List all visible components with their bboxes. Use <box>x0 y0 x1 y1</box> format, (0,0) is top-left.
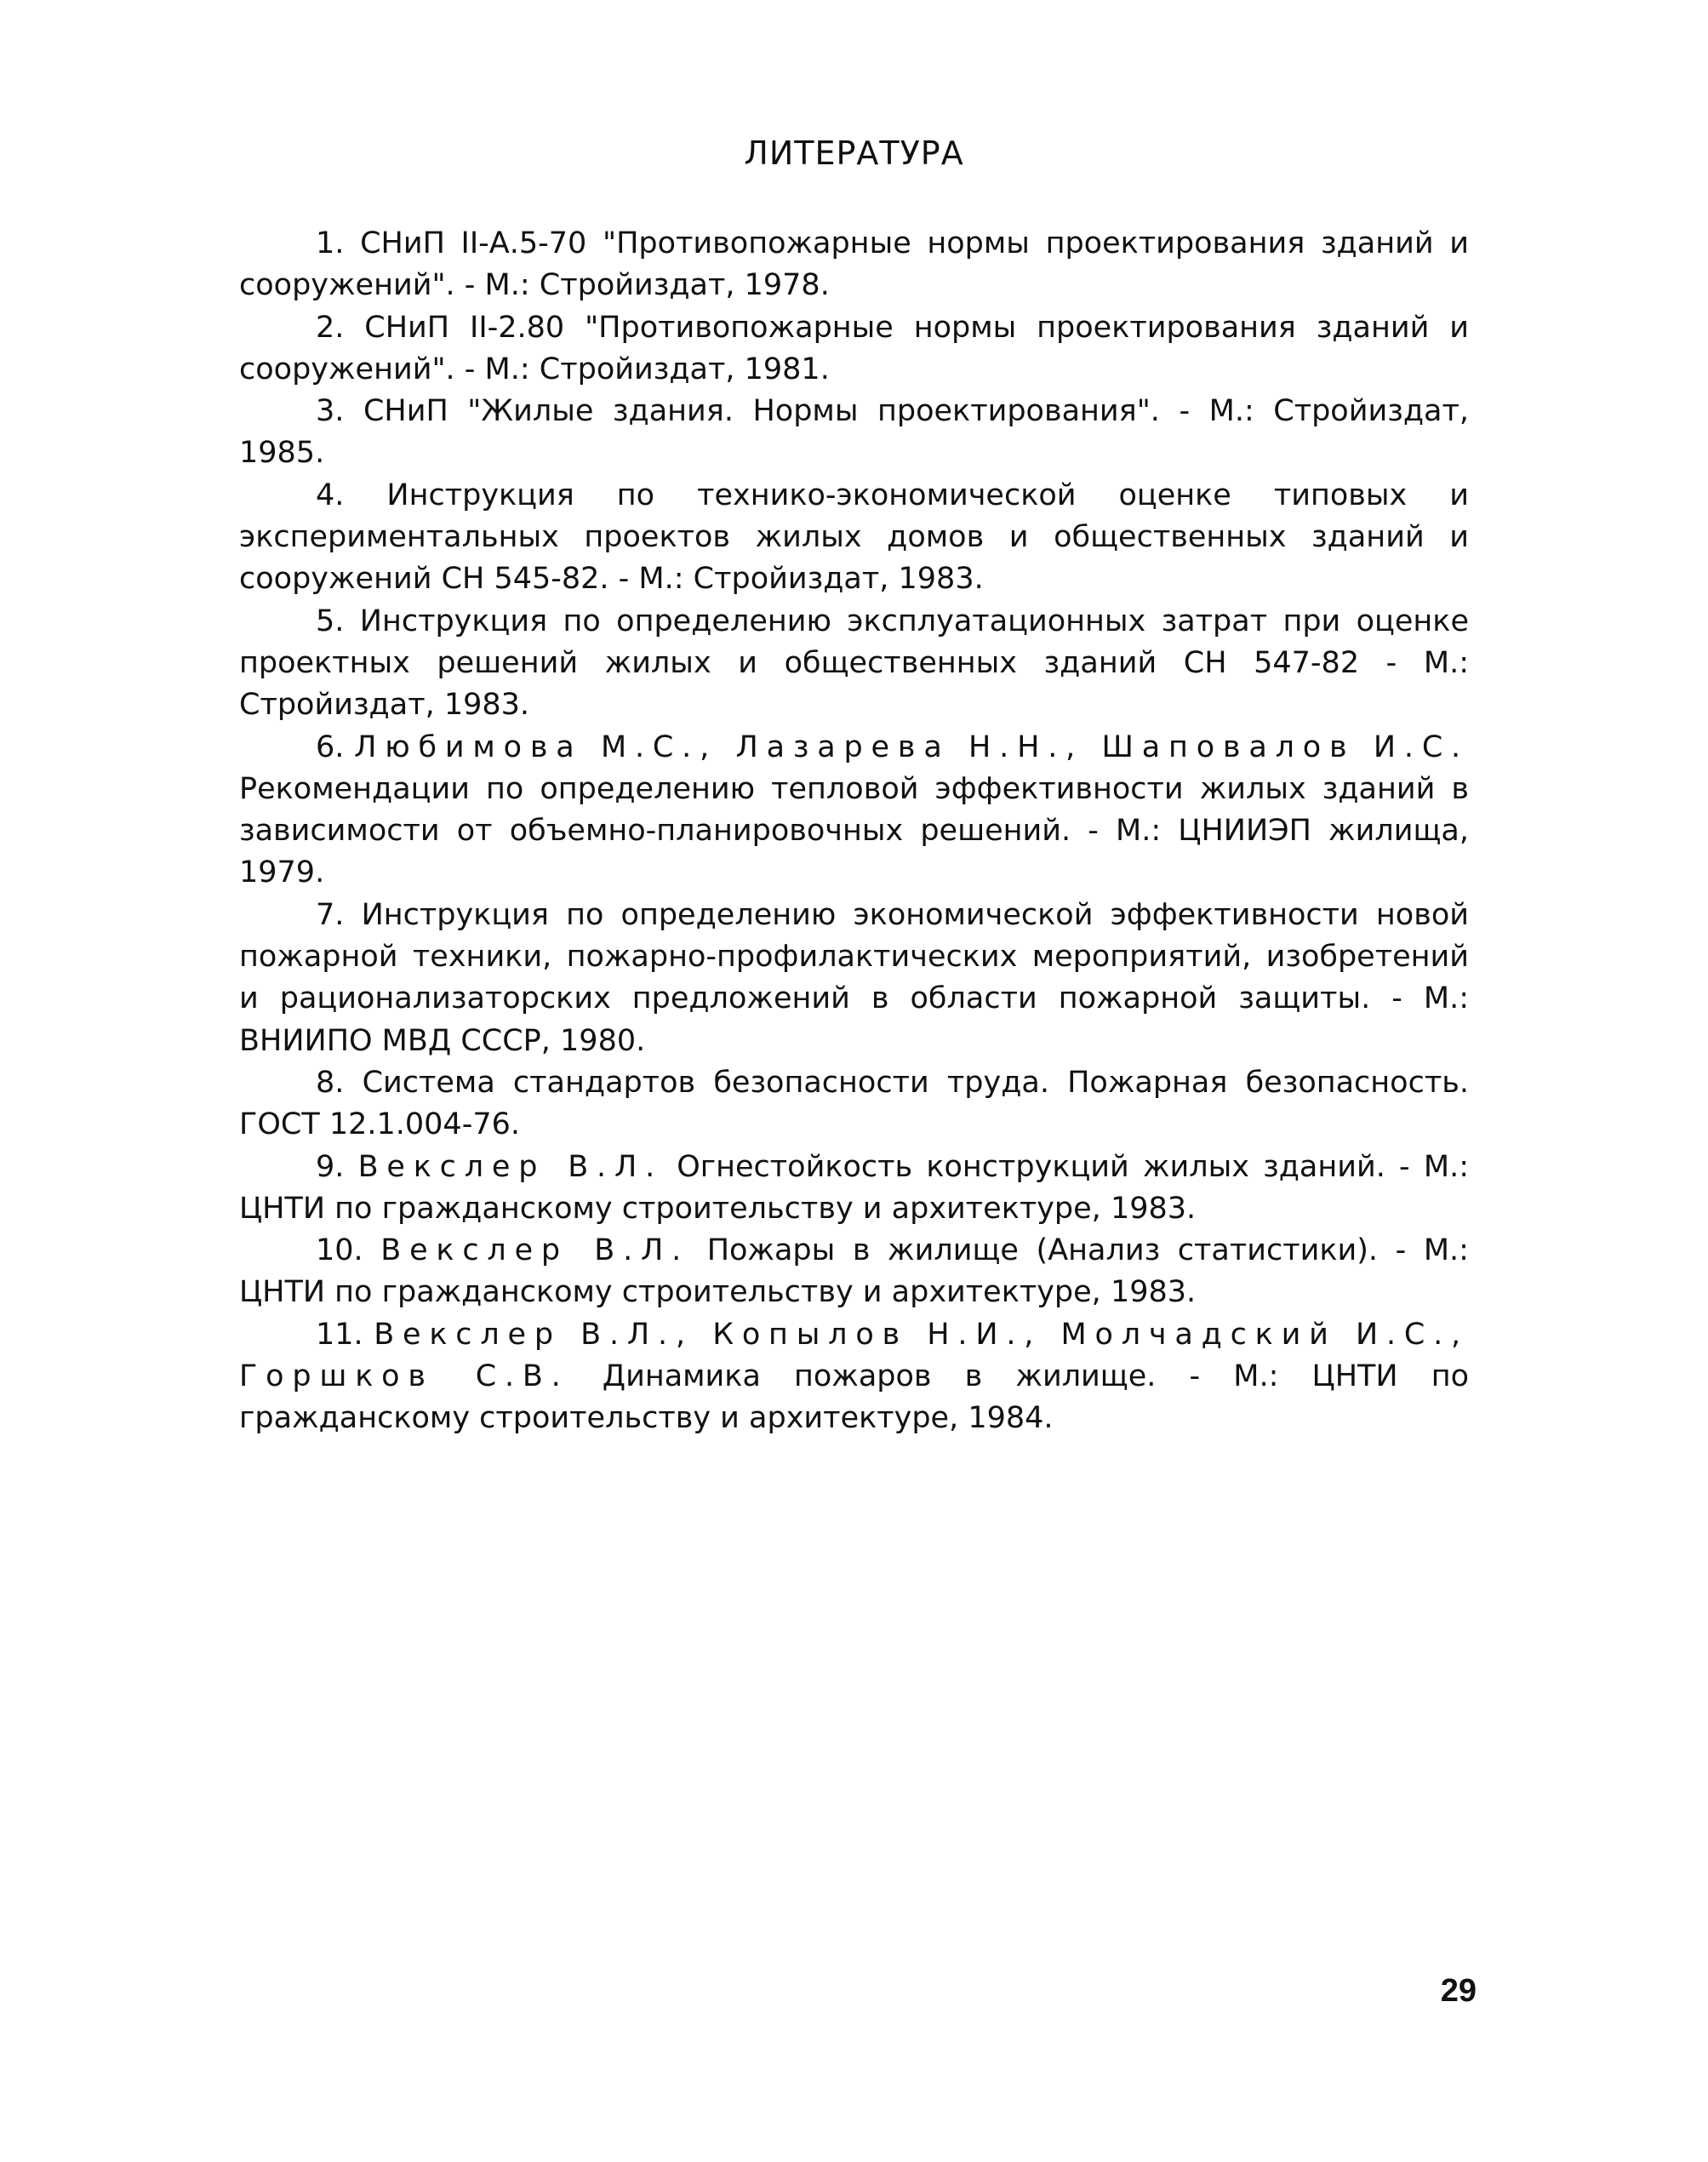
reference-number: 7. <box>316 897 345 932</box>
reference-text: Система стандартов безопасности труда. Пожарная безопасность. ГОСТ 12.1.004-76. <box>239 1065 1469 1142</box>
reference-text: СНиП II-2.80 "Противопожарные нормы проектирования зданий и сооружений". - М.: Стройиздат, 1981. <box>239 310 1469 386</box>
reference-item-2 <box>239 307 1469 392</box>
reference-text: СНиП "Жилые здания. Нормы проектирования". - М.: Стройиздат, 1985. <box>239 394 1469 471</box>
reference-text: Инструкция по определению экономической эффективности новой пожарной техники, пожарно-профилактических мероприятий, изобретений и рационализаторских предложений в области пожарной защиты. - М.: ВНИИПО МВД СССР, 1980. <box>239 897 1469 1058</box>
reference-text: Инструкция по технико-экономической оценке типовых и экспериментальных проектов жилых домов и общественных зданий и сооружений СН 545-82. - М.: Стройиздат, 1983. <box>239 478 1469 597</box>
reference-item-11 <box>239 1314 1469 1440</box>
reference-item-5 <box>239 601 1469 727</box>
reference-item-8 <box>239 1062 1469 1147</box>
reference-text: Рекомендации по определению тепловой эффективности жилых зданий в зависимости от объемно-планировочных решений. - М.: ЦНИИЭП жилища, 1979. <box>239 771 1469 890</box>
reference-number: 5. <box>316 603 345 638</box>
reference-number: 3. <box>316 394 345 429</box>
reference-author: Векслер В.Л., Копылов Н.И., Молчадский И.С., Горшков С.В. <box>239 1317 1469 1394</box>
reference-item-6 <box>239 727 1469 895</box>
reference-item-4 <box>239 475 1469 601</box>
reference-number: 11. <box>316 1317 363 1352</box>
reference-item-3 <box>239 391 1469 475</box>
reference-author: Векслер В.Л. <box>357 1149 663 1184</box>
reference-text: Динамика пожаров в жилище. - М.: ЦНТИ по гражданскому строительству и архитектуре, 1984. <box>239 1359 1469 1436</box>
reference-number: 10. <box>316 1233 363 1268</box>
reference-item-9 <box>239 1147 1469 1231</box>
reference-text: Инструкция по определению эксплуатационных затрат при оценке проектных решений жилых и общественных зданий СН 547-82 - М.: Стройиздат, 1983. <box>239 603 1469 723</box>
reference-text: Пожары в жилище (Анализ статистики). - М.: ЦНТИ по гражданскому строительству и архитектуре, 1983. <box>239 1233 1469 1310</box>
reference-number: 6. <box>316 729 345 764</box>
reference-number: 2. <box>316 310 345 345</box>
page-number: 29 <box>1440 1973 1477 2009</box>
reference-item-7 <box>239 895 1469 1062</box>
reference-author: Любимова М.С., Лазарева Н.Н., Шаповалов И.С. <box>354 729 1469 764</box>
reference-number: 1. <box>316 226 345 260</box>
reference-text: СНиП II-А.5-70 "Противопожарные нормы проектирования зданий и сооружений". - М.: Стройиздат, 1978. <box>239 226 1469 303</box>
reference-list <box>239 223 1469 1440</box>
reference-number: 9. <box>316 1149 345 1184</box>
reference-number: 8. <box>316 1065 345 1100</box>
reference-text: Огнестойкость конструкций жилых зданий. - М.: ЦНТИ по гражданскому строительству и архитектуре, 1983. <box>239 1149 1469 1226</box>
reference-number: 4. <box>316 478 345 512</box>
reference-item-10 <box>239 1230 1469 1314</box>
reference-author: Векслер В.Л. <box>380 1233 690 1268</box>
page-title: ЛИТЕРАТУРА <box>744 134 964 172</box>
reference-item-1 <box>239 223 1469 307</box>
